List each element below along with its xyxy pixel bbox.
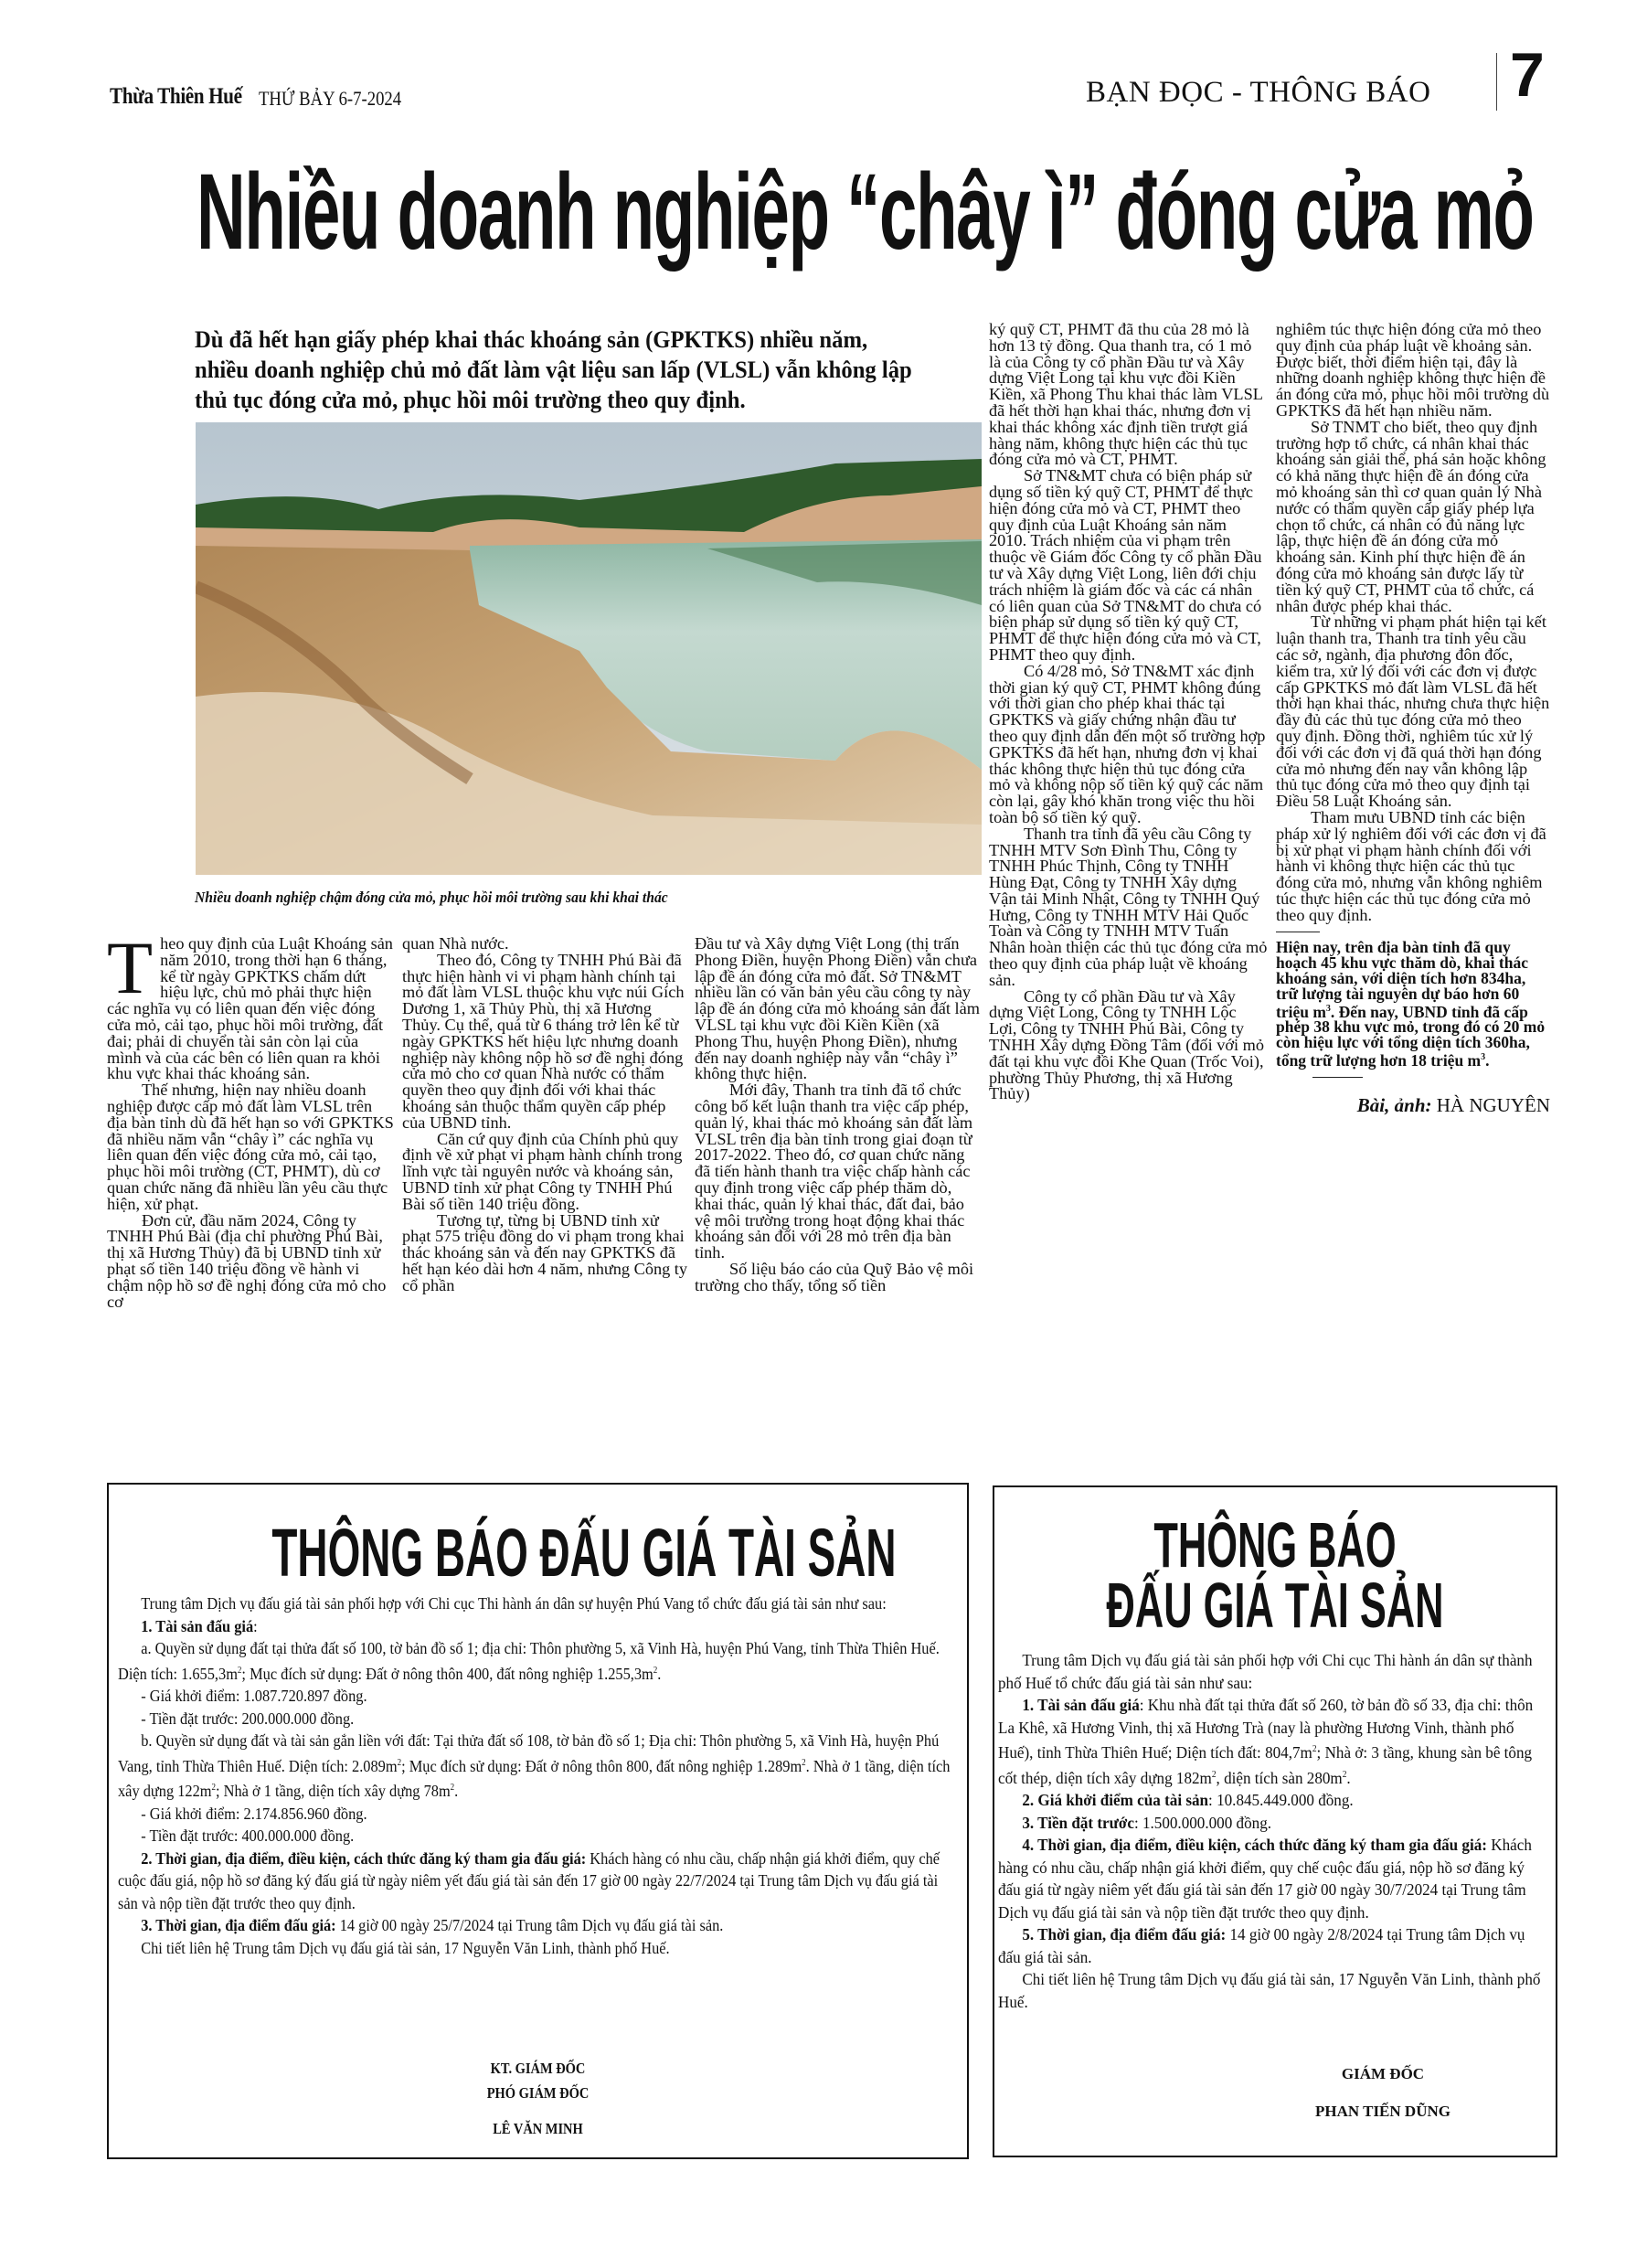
notice-section-3	[118, 1914, 957, 1937]
superscript: 2	[1312, 1744, 1317, 1754]
article-paragraph: Công ty cổ phần Đầu tư và Xây dựng Việt Long, Công ty TNHH Lộc Lợi, Công ty TNHH Phú Bài, Công ty TNHH Xây dựng Đồng Tâm (đối với mỏ đất tại khu vực đồi Khe Quan (Trốc Voi), phường Thủy Phương, thị xã Hương Thủy)	[989, 986, 1265, 1103]
article-paragraph: Mới đây, Thanh tra tỉnh đã tổ chức công bố kết luận thanh tra việc cấp phép, quản lý, khai thác mỏ khoáng sản đất làm VLSL trên địa bàn tỉnh trong giai đoạn từ 2017-2022. Theo đó, cơ quan chức năng đã tiến hành thanh tra việc chấp hành các quy định trong việc cấp phép thăm dò, khai thác, quản lý khai thác, đất đai, bảo vệ môi trường trong hoạt động khai thác khoáng sản đối với 28 mỏ trên địa bàn tỉnh.	[695, 1081, 973, 1262]
factbox	[1276, 940, 1550, 1083]
notice-contact: Chi tiết liên hệ Trung tâm Dịch vụ đấu giá tài sản, 17 Nguyễn Văn Linh, thành phố Huế.	[141, 1938, 670, 1957]
superscript: 2	[211, 1783, 217, 1794]
drop-cap: T	[107, 926, 154, 1009]
signature-title: PHÓ GIÁM ĐỐC	[486, 2084, 590, 2102]
notice-title: THÔNG BÁO ĐẤU GIÁ TÀI SẢN	[271, 1515, 897, 1591]
article-paragraph: Số liệu báo cáo của Quỹ Bảo vệ môi trường cho thấy, tổng số tiền	[695, 1259, 974, 1294]
newspaper-name: Thừa Thiên Huế	[110, 84, 242, 109]
section-text: Khách hàng có nhu cầu, chấp nhận giá khởi điểm, quy chế cuộc đấu giá, nộp hồ sơ đăng ký đấu giá từ ngày niêm yết đấu giá tài sản đến 17 giờ 00 ngày 30/7/2024 tại Trung tâm Dịch vụ đấu giá tài sản và nộp tiền đặt trước theo quy định.	[998, 1836, 1532, 1922]
item-text: ; Mục đích sử dụng: Đất ở nông thôn 800, đất nông nghiệp 1.289m	[401, 1756, 802, 1775]
section-text: Khách hàng có nhu cầu, chấp nhận giá khởi điểm, quy chế cuộc đấu giá, nộp hồ sơ đăng ký đấu giá từ ngày niêm yết đấu giá tài sản đến 17 giờ 00 ngày 22/7/2024 tại Trung tâm Dịch vụ đấu giá tài sản và nộp tiền đặt trước theo quy định.	[118, 1848, 940, 1912]
article-column-2	[402, 936, 690, 1294]
notice-section-3	[998, 1812, 1548, 1835]
section-heading: 1. Tài sản đấu giá	[141, 1616, 254, 1635]
factbox-text: . Đến nay, UBND tỉnh đã cấp phép 38 khu vực mỏ, trong đó có 20 mỏ còn hiệu lực với tổng diện tích 360ha, tổng trữ lượng hơn 18 triệu m	[1276, 1002, 1546, 1070]
superscript: 2	[1342, 1769, 1347, 1780]
notice-item-b-deposit: - Tiền đặt trước: 400.000.000 đồng.	[141, 1826, 355, 1846]
superscript: 2	[802, 1757, 806, 1768]
photo-caption: Nhiều doanh nghiệp chậm đóng cửa mỏ, phục hồi môi trường sau khi khai thác	[195, 889, 668, 906]
signature-title: KT. GIÁM ĐỐC	[490, 2060, 586, 2077]
article-paragraph: Sở TNMT cho biết, theo quy định trường hợp tổ chức, cá nhân khai thác khoáng sản giải thể, phá sản hoặc không có khả năng thực hiện đề án đóng cửa mỏ khoáng sản thì cơ quan quản lý Nhà nước có thẩm quyền cấp giấy phép lựa chọn tổ chức, cá nhân có đủ năng lực lập, thực hiện đề án đóng cửa mỏ khoáng sản. Kinh phí thực hiện đề án đóng cửa mỏ khoáng sản được lấy từ tiền ký quỹ CT, PHMT của tổ chức, cá nhân được phép khai thác.	[1276, 417, 1546, 615]
notice-item-a	[118, 1637, 957, 1685]
factbox-text: .	[1485, 1050, 1490, 1070]
article-column-3	[695, 936, 983, 1294]
item-text: . Nhà ở 1 tầng, diện tích xây dựng 122m	[118, 1756, 951, 1801]
notice-title-line: THÔNG BÁO	[1153, 1509, 1397, 1581]
section-title: BẠN ĐỌC - THÔNG BÁO	[1086, 76, 1431, 109]
auction-notice-2	[993, 1485, 1557, 2157]
superscript: 3	[1481, 1051, 1486, 1062]
signer-name: PHAN TIẾN DŨNG	[1315, 2103, 1450, 2120]
signer-name: LÊ VĂN MINH	[493, 2120, 583, 2137]
item-text: .	[657, 1664, 662, 1683]
article-paragraph: ký quỹ CT, PHMT đã thu của 28 mỏ là hơn 13 tỷ đồng. Qua thanh tra, có 1 mỏ là của Công ty cổ phần Đầu tư và Xây dựng Việt Long tại khu vực đồi Kiền Kiền, xã Phong Thu khai thác làm VLSL đã hết thời hạn khai thác, nhưng đơn vị khai thác không xác định tiền trượt giá hàng năm, không thực hiện các thủ tục đóng cửa mỏ và CT, PHMT.	[989, 320, 1263, 469]
notice-item-b	[118, 1730, 957, 1803]
section-text: , diện tích sàn 280m	[1216, 1768, 1343, 1787]
header-divider	[1496, 53, 1497, 111]
notice-intro: Trung tâm Dịch vụ đấu giá tài sản phối hợp với Chi cục Thi hành án dân sự huyện Phú Vang tổ chức đấu giá tài sản như sau:	[141, 1594, 887, 1613]
item-text: ; Nhà ở 1 tầng, diện tích xây dựng 78m	[216, 1782, 451, 1801]
notice-item-b-price: - Giá khởi điểm: 2.174.856.960 đồng.	[141, 1804, 367, 1823]
paragraph-text: heo quy định của Luật Khoáng sản năm 2010, trong thời hạn 6 tháng, kể từ ngày GPKTKS chấm dứt hiệu lực, chủ mỏ phải thực hiện các nghĩa vụ có liên quan đến việc đóng cửa mỏ, cải tạo, phục hồi môi trường, đất đai; phải di chuyển tài sản còn lại của mình và của các bên có liên quan ra khỏi khu vực khai thác khoáng sản.	[107, 934, 393, 1083]
factbox-end-rule	[1312, 1077, 1363, 1078]
auction-notice-1	[107, 1483, 969, 2159]
section-text: 14 giờ 00 ngày 25/7/2024 tại Trung tâm Dịch vụ đấu giá tài sản.	[335, 1916, 724, 1935]
notice-section-1	[998, 1694, 1548, 1789]
factbox-text: Hiện nay, trên địa bàn tỉnh đã quy hoạch 45 khu vực thăm dò, khai thác khoáng sản, với diện tích hơn 834ha, trữ lượng tài nguyên dự báo hơn 60 triệu m	[1276, 938, 1528, 1021]
article-paragraph: Từ những vi phạm phát hiện tại kết luận thanh tra, Thanh tra tỉnh yêu cầu các sở, ngành, địa phương đôn đốc, kiểm tra, xử lý đối với các đơn vị được cấp GPKTKS mỏ đất làm VLSL đã hết thời hạn khai thác, nhưng chưa thực hiện đầy đủ các thủ tục đóng cửa mỏ theo quy định. Đồng thời, nghiêm túc xử lý đối với các đơn vị đã quá thời hạn đóng cửa mỏ nhưng đến nay vẫn không lập thủ tục đóng cửa mỏ theo quy định tại Điều 58 Luật Khoáng sản.	[1276, 612, 1550, 811]
notice-section-5	[998, 1923, 1548, 1968]
notice-contact: Chi tiết liên hệ Trung tâm Dịch vụ đấu giá tài sản, 17 Nguyễn Văn Linh, thành phố Huế.	[998, 1970, 1541, 2011]
section-text: : 10.845.449.000 đồng.	[1208, 1791, 1354, 1810]
mine-lake-photo-icon	[196, 422, 982, 875]
superscript: 2	[1211, 1769, 1217, 1780]
section-heading: 5. Thời gian, địa điểm đấu giá:	[1022, 1925, 1227, 1944]
article-paragraph	[107, 926, 395, 1083]
superscript: 2	[450, 1783, 455, 1794]
section-text: : 1.500.000.000 đồng.	[1133, 1813, 1272, 1832]
article-paragraph: Theo đó, Công ty TNHH Phú Bài đã thực hiện hành vi vi phạm hành chính tại mỏ đất làm VLSL thuộc khu vực núi Gích Dương 1, xã Thủy Phù, thị xã Hương Thủy. Cụ thể, quá từ 6 tháng trở lên kể từ ngày GPKTKS hết hiệu lực nhưng doanh nghiệp này không nộp hồ sơ đề nghị đóng cửa mỏ cho cơ quan Nhà nước có thẩm quyền theo quy định đối với khai thác khoáng sản thuộc thẩm quyền cấp phép của UBND tỉnh.	[402, 950, 685, 1132]
article-column-5	[1276, 320, 1550, 1117]
byline	[1276, 1094, 1550, 1117]
superscript: 2	[653, 1665, 658, 1676]
section-heading: 3. Tiền đặt trước	[1022, 1813, 1134, 1832]
superscript: 3	[1325, 1003, 1331, 1014]
article-lead: Dù đã hết hạn giấy phép khai thác khoáng sản (GPKTKS) nhiều năm, nhiều doanh nghiệp chủ mỏ đất làm vật liệu san lấp (VLSL) vẫn không lập thủ tục đóng cửa mỏ, phục hồi môi trường theo quy định.	[195, 325, 912, 413]
superscript: 2	[237, 1665, 242, 1676]
notice-section-2	[998, 1789, 1548, 1812]
article-paragraph: Đơn cử, đầu năm 2024, Công ty TNHH Phú Bài (địa chỉ phường Phú Bài, thị xã Hương Thủy) đã bị UBND tỉnh xử phạt số tiền 140 triệu đồng về hành vi chậm nộp hồ sơ đề nghị đóng cửa mỏ cho cơ	[107, 1210, 387, 1311]
section-text: ; Nhà ở: 3 tầng, khung sàn bê tông cốt thép, diện tích xây dựng 182m	[998, 1743, 1533, 1787]
notice-body	[998, 1649, 1548, 2013]
article-column-1	[107, 926, 395, 1311]
article-headline: Nhiều doanh nghiệp “chây ì” đóng cửa mỏ	[197, 152, 1534, 272]
section-text: 14 giờ 00 ngày 2/8/2024 tại Trung tâm Dịch vụ đấu giá tài sản.	[998, 1925, 1525, 1966]
signature-title: GIÁM ĐỐC	[1341, 2065, 1425, 2082]
notice-item-a-deposit: - Tiền đặt trước: 200.000.000 đồng.	[141, 1709, 355, 1728]
notice-item-a-price: - Giá khởi điểm: 1.087.720.897 đồng.	[141, 1687, 367, 1706]
article-paragraph: Sở TN&MT chưa có biện pháp sử dụng số tiền ký quỹ CT, PHMT để thực hiện đóng cửa mỏ và CT, PHMT theo quy định của Luật Khoáng sản năm 2010. Trách nhiệm của vi phạm trên thuộc về Giám đốc Công ty cổ phần Đầu tư và Xây dựng Việt Long, liên đới chịu trách nhiệm là giám đốc và các cá nhân có liên quan của Sở TN&MT do chưa có biện pháp sử dụng số tiền ký quỹ CT, PHMT để thực hiện đóng cửa mỏ và CT, PHMT theo quy định.	[989, 466, 1262, 664]
article-paragraph: Tham mưu UBND tỉnh các biện pháp xử lý nghiêm đối với các đơn vị đã bị xử phạt vi phạm hành chính đối với hành vi không thực hiện các thủ tục đóng cửa mỏ, nhưng vẫn không nghiêm túc thực hiện các thủ tục đóng cửa mỏ theo quy định.	[1276, 807, 1546, 924]
notice-body	[118, 1592, 957, 1959]
article-paragraph: Tương tự, từng bị UBND tỉnh xử phạt 575 triệu đồng do vi phạm trong khai thác khoáng sản và đến nay GPKTKS đã hết hạn kéo dài hơn 4 năm, nhưng Công ty cổ phần	[402, 1210, 688, 1294]
section-text: : Khu nhà đất tại thửa đất số 260, tờ bản đồ số 33, địa chỉ: thôn La Khê, xã Hương Vinh, thị xã Hương Trà (nay là phường Hương Vinh, thành phố Huế), tỉnh Thừa Thiên Huế; Diện tích đất: 804,7m	[998, 1696, 1534, 1762]
item-text: .	[454, 1782, 459, 1801]
section-heading: 4. Thời gian, địa điểm, điều kiện, cách thức đăng ký tham gia đấu giá:	[1022, 1836, 1487, 1855]
article-paragraph: Thế nhưng, hiện nay nhiều doanh nghiệp được cấp mỏ đất làm VLSL trên địa bàn tỉnh dù đã hết hạn so với GPKTKS đã nhiều năm vẫn “chây ì” các nghĩa vụ liên quan đến việc đóng cửa mỏ, cải tạo, phục hồi môi trường (CT, PHMT), dù cơ quan chức năng đã nhiều lần yêu cầu thực hiện, xử phạt.	[107, 1081, 394, 1213]
notice-intro: Trung tâm Dịch vụ đấu giá tài sản phối hợp với Chi cục Thi hành án dân sự thành phố Huế tổ chức đấu giá tài sản như sau:	[998, 1651, 1533, 1692]
section-heading: 1. Tài sản đấu giá	[1022, 1696, 1140, 1714]
item-text: ; Mục đích sử dụng: Đất ở nông thôn 400, đất nông nghiệp 1.255,3m	[241, 1664, 653, 1683]
notice-title-line: ĐẤU GIÁ TÀI SẢN	[1106, 1570, 1444, 1641]
notice-signature	[1223, 2061, 1543, 2124]
section-text: .	[1346, 1768, 1351, 1787]
article-paragraph: Căn cứ quy định của Chính phủ quy định về xử phạt vi phạm hành chính trong lĩnh vực tài nguyên nước và khoáng sản, UBND tỉnh xử phạt Công ty TNHH Phú Bài số tiền 140 triệu đồng.	[402, 1129, 683, 1213]
article-column-4	[989, 322, 1268, 1102]
notice-signature	[173, 2056, 902, 2141]
section-heading: 2. Giá khởi điểm của tài sản	[1022, 1791, 1209, 1810]
article-paragraph: quan Nhà nước.	[402, 934, 509, 953]
section-text: :	[253, 1616, 258, 1635]
superscript: 2	[397, 1757, 402, 1768]
notice-section-2	[118, 1847, 957, 1915]
item-text: b. Quyền sử dụng đất và tài sản gắn liền với đất: Tại thửa đất số 108, tờ bản đồ số 1; Địa chỉ: Thôn phường 5, xã Vinh Hà, huyện Phú Vang, tỉnh Thừa Thiên Huế. Diện tích: 2.089m	[118, 1731, 940, 1775]
notice-title	[1101, 1509, 1450, 1641]
item-text: a. Quyền sử dụng đất tại thửa đất số 100, tờ bản đồ số 1; địa chỉ: Thôn phường 5, xã Vinh Hà, huyện Phú Vang, tỉnh Thừa Thiên Huế. Diện tích: 1.655,3m	[118, 1639, 940, 1683]
article-paragraph: Thanh tra tỉnh đã yêu cầu Công ty TNHH MTV Sơn Đình Thu, Công ty TNHH Phúc Thịnh, Công ty TNHH Hùng Đạt, Công ty TNHH Xây dựng Vận tải Minh Nhật, Công ty TNHH Quý Hưng, Công ty TNHH MTV Hải Quốc Toàn và Công ty TNHH MTV Tuấn Nhân hoàn thiện các thủ tục đóng cửa mỏ theo quy định của pháp luật về khoáng sản.	[989, 824, 1268, 989]
article-paragraph: Đầu tư và Xây dựng Việt Long (thị trấn Phong Điền, huyện Phong Điền) vẫn chưa lập đề án đóng cửa mỏ đất. Sở TN&MT nhiều lần có văn bản yêu cầu công ty này lập đề án đóng cửa mỏ khoáng sản đất làm VLSL tại khu vực đồi Kiền Kiền (xã Phong Thu, huyện Phong Điền), nhưng đến nay doanh nghiệp này vẫn “chây ì” không thực hiện.	[695, 934, 980, 1083]
article-paragraph: nghiêm túc thực hiện đóng cửa mỏ theo quy định của pháp luật về khoảng sản. Được biết, thời điểm hiện tại, đây là những doanh nghiệp không thực hiện đề án đóng cửa mỏ, phục hồi môi trường dù GPKTKS đã hết hạn nhiều năm.	[1276, 320, 1550, 420]
section-heading: 2. Thời gian, địa điểm, điều kiện, cách thức đăng ký tham gia đấu giá:	[141, 1848, 587, 1868]
article-photo	[196, 422, 982, 875]
notice-section-1	[118, 1615, 957, 1638]
issue-date: THỨ BẢY 6-7-2024	[259, 87, 402, 110]
article-paragraph: Có 4/28 mỏ, Sở TN&MT xác định thời gian ký quỹ CT, PHMT không đúng với thời gian cho phép khai thác tại GPKTKS và giấy chứng nhận đầu tư theo quy định dẫn đến một số trường hợp GPKTKS đã hết hạn, nhưng đơn vị khai thác không thực hiện thủ tục đóng cửa mỏ và không nộp số tiền ký quỹ các năm còn lại, gây khó khăn trong việc thu hồi toàn bộ số tiền ký quỹ.	[989, 661, 1266, 826]
section-heading: 3. Thời gian, địa điểm đấu giá:	[141, 1916, 336, 1935]
notice-section-4	[998, 1834, 1548, 1923]
byline-author: HÀ NGUYÊN	[1436, 1094, 1550, 1117]
page-number: 7	[1510, 40, 1545, 110]
byline-label: Bài, ảnh:	[1356, 1094, 1432, 1117]
